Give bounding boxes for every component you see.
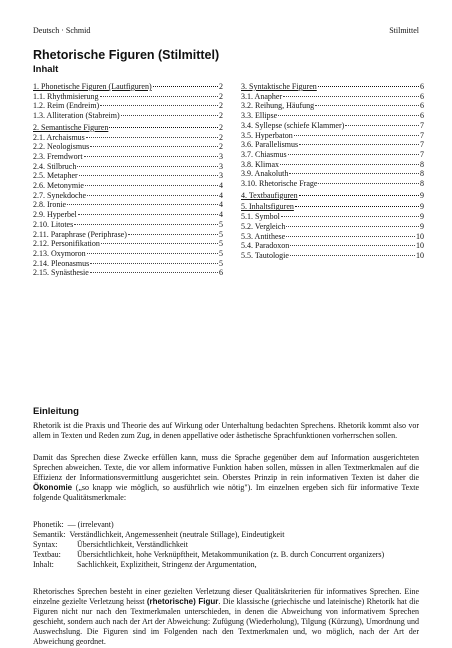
toc-entry[interactable] bbox=[33, 210, 223, 220]
toc-entry-title: 3.7. Chiasmus bbox=[241, 149, 287, 159]
toc-entry-title: 3.1. Anapher bbox=[241, 91, 283, 101]
toc-section-entry[interactable] bbox=[33, 123, 223, 133]
toc-dot-leader bbox=[318, 183, 419, 184]
toc-page-number: 7 bbox=[420, 120, 424, 130]
toc-entry[interactable] bbox=[241, 179, 424, 189]
toc-entry-title: 1.1. Rhythmisierung bbox=[33, 91, 99, 101]
toc-dot-leader bbox=[100, 105, 218, 106]
toc-entry-title: 1. Phonetische Figuren (Lautfiguren) bbox=[33, 82, 152, 91]
toc-entry-title: 2.3. Fremdwort bbox=[33, 151, 83, 161]
p3-keyword: (rhetorische) Figur bbox=[146, 597, 219, 607]
toc-dot-leader bbox=[281, 216, 419, 217]
toc-right-column bbox=[241, 82, 424, 261]
toc-entry-title: 2.6. Metonymie bbox=[33, 181, 84, 191]
toc-entry-title: 3.5. Hyperbaton bbox=[241, 130, 293, 140]
toc-page-number: 7 bbox=[420, 140, 424, 150]
toc-page-number: 4 bbox=[219, 190, 223, 200]
toc-dot-leader bbox=[101, 243, 218, 244]
toc-entry[interactable] bbox=[33, 142, 223, 152]
toc-dot-leader bbox=[299, 144, 419, 145]
toc-dot-leader bbox=[278, 115, 419, 116]
toc-dot-leader bbox=[128, 234, 218, 235]
toc-dot-leader bbox=[100, 96, 218, 97]
toc-page-number: 6 bbox=[420, 111, 424, 121]
toc-entry[interactable] bbox=[241, 150, 424, 160]
toc-entry[interactable] bbox=[33, 200, 223, 210]
toc-dot-leader bbox=[87, 195, 218, 196]
toc-page-number: 6 bbox=[420, 101, 424, 111]
toc-page-number: 5 bbox=[219, 248, 223, 258]
toc-dot-leader bbox=[286, 226, 419, 227]
toc-page-number: 2 bbox=[219, 132, 223, 142]
toc-entry-title: 3. Syntaktische Figuren bbox=[241, 82, 317, 91]
toc-dot-leader bbox=[294, 135, 419, 136]
toc-dot-leader bbox=[86, 137, 218, 138]
p3-text-after: . Die klassische (griechische und lateinische) Rhetorik hat die Figuren nicht nur nach den Textmerkmalen unterschieden, in denen die Abweichung von informativem Sprechen geschieht, sondern auch nach der Art der Abweichung: Zufügung (Wiederholung), Tilgung (Kürzung), Umordnung und Auswechslung. Die Figuren sind im Folgenden nach den Textmerkmalen und, wo möglich, nach der Art der Abweichung geordnet. bbox=[33, 597, 419, 647]
toc-dot-leader bbox=[79, 175, 218, 176]
toc-page-number: 4 bbox=[219, 181, 223, 191]
toc-entry-title: 3.10. Rhetorische Frage bbox=[241, 179, 318, 189]
intro-paragraph-3 bbox=[33, 587, 419, 648]
criteria-row bbox=[33, 550, 419, 560]
toc-dot-leader bbox=[290, 245, 415, 246]
intro-paragraph-1: Rhetorik ist die Praxis und Theorie des auf Wirkung oder Unterhaltung bedachten Sprechens. Rhetorik kommt also vor allem in Texten und Reden zum Zug, in denen appellative oder ästhetische Sprachfunktionen vorherrschen sollen. bbox=[33, 421, 419, 441]
toc-page-number: 2 bbox=[219, 111, 223, 121]
toc-dot-leader bbox=[78, 214, 218, 215]
toc-entry-title: 2.5. Metapher bbox=[33, 171, 78, 181]
toc-entry-title: 2.9. Hyperbel bbox=[33, 210, 77, 220]
toc-entry[interactable] bbox=[241, 121, 424, 131]
toc-page-number: 10 bbox=[416, 250, 424, 260]
toc-page-number: 7 bbox=[420, 130, 424, 140]
toc-entry[interactable] bbox=[33, 101, 223, 111]
toc-entry[interactable] bbox=[241, 101, 424, 111]
toc-page-number: 2 bbox=[219, 82, 223, 91]
toc-section-entry[interactable] bbox=[241, 82, 424, 92]
toc-page-number: 5 bbox=[219, 229, 223, 239]
toc-entry-title: 2.15. Synästhesie bbox=[33, 268, 89, 278]
toc-entry[interactable] bbox=[241, 111, 424, 121]
toc-entry[interactable] bbox=[241, 241, 424, 251]
toc-entry[interactable] bbox=[33, 268, 223, 278]
toc-dot-leader bbox=[318, 86, 419, 87]
toc-dot-leader bbox=[90, 263, 218, 264]
header-left: Deutsch · Schmid bbox=[33, 26, 91, 35]
toc-dot-leader bbox=[295, 206, 419, 207]
toc-entry[interactable] bbox=[33, 111, 223, 121]
toc-dot-leader bbox=[288, 154, 419, 155]
criteria-label: Phonetik: bbox=[33, 520, 64, 529]
toc-dot-leader bbox=[109, 127, 218, 128]
toc-page-number: 6 bbox=[420, 82, 424, 91]
p2-keyword: Ökonomie bbox=[33, 483, 73, 493]
toc-entry[interactable] bbox=[33, 249, 223, 259]
toc-dot-leader bbox=[87, 253, 218, 254]
toc-entry[interactable] bbox=[33, 133, 223, 143]
toc-page-number: 5 bbox=[219, 258, 223, 268]
toc-entry[interactable] bbox=[33, 162, 223, 172]
toc-page-number: 8 bbox=[420, 179, 424, 189]
toc-dot-leader bbox=[67, 204, 218, 205]
toc-dot-leader bbox=[85, 185, 218, 186]
toc-entry-title: 2.8. Ironie bbox=[33, 200, 67, 210]
toc-entry[interactable] bbox=[33, 220, 223, 230]
criteria-row bbox=[33, 540, 419, 550]
toc-entry-title: 3.4. Syllepse (schiefe Klammer) bbox=[241, 120, 345, 130]
toc-page-number: 6 bbox=[219, 268, 223, 278]
toc-entry[interactable] bbox=[33, 152, 223, 162]
toc-entry-title: 2.2. Neologismus bbox=[33, 142, 90, 152]
toc-entry[interactable] bbox=[33, 191, 223, 201]
toc-page-number: 3 bbox=[219, 161, 223, 171]
toc-entry[interactable] bbox=[241, 169, 424, 179]
header-right: Stilmittel bbox=[389, 26, 419, 35]
toc-page-number: 2 bbox=[219, 91, 223, 101]
toc-entry[interactable] bbox=[241, 92, 424, 102]
toc-dot-leader bbox=[90, 146, 218, 147]
toc-entry[interactable] bbox=[241, 232, 424, 242]
toc-page-number: 2 bbox=[219, 101, 223, 111]
toc-page-number: 3 bbox=[219, 151, 223, 161]
criteria-label: Syntax: bbox=[33, 540, 58, 550]
toc-entry-title: 5.1. Symbol bbox=[241, 212, 280, 222]
toc-page-number: 6 bbox=[420, 91, 424, 101]
toc-entry-title: 2.12. Personifikation bbox=[33, 239, 100, 249]
toc-entry-title: 1.3. Alliteration (Stabreim) bbox=[33, 111, 120, 121]
toc-page-number: 10 bbox=[416, 241, 424, 251]
toc-page-number: 5 bbox=[219, 239, 223, 249]
criteria-value: — (irrelevant) bbox=[67, 520, 114, 529]
criteria-value: Übersichtlichkeit, hohe Verknüpftheit, Metakommunikation (z. B. durch Concurrent organizers) bbox=[77, 550, 385, 560]
toc-entry[interactable] bbox=[33, 171, 223, 181]
toc-entry-title: 2.11. Paraphrase (Periphrase) bbox=[33, 229, 127, 239]
toc-page-number: 9 bbox=[420, 202, 424, 212]
intro-paragraph-2 bbox=[33, 453, 419, 503]
toc-page-number: 7 bbox=[420, 149, 424, 159]
toc-entry-title: 2.13. Oxymoron bbox=[33, 248, 86, 258]
toc-entry-title: 2.10. Litotes bbox=[33, 219, 74, 229]
toc-dot-leader bbox=[77, 166, 218, 167]
toc-heading: Inhalt bbox=[33, 64, 59, 75]
toc-page-number: 4 bbox=[219, 200, 223, 210]
toc-dot-leader bbox=[290, 255, 415, 256]
toc-section-entry[interactable] bbox=[33, 82, 223, 92]
toc-dot-leader bbox=[121, 115, 218, 116]
toc-dot-leader bbox=[84, 156, 218, 157]
toc-page-number: 8 bbox=[420, 159, 424, 169]
toc-entry-title: 3.3. Ellipse bbox=[241, 111, 278, 121]
toc-dot-leader bbox=[315, 105, 419, 106]
criteria-label: Semantik: bbox=[33, 530, 66, 540]
toc-page-number: 5 bbox=[219, 219, 223, 229]
toc-entry-title: 5. Inhaltsfiguren bbox=[241, 202, 294, 212]
toc-entry[interactable] bbox=[33, 230, 223, 240]
section-heading-einleitung: Einleitung bbox=[33, 406, 79, 417]
p3-text-before: Rhetorisches Sprechen besteht in einer gezielten Verletzung dieser Qualitätskriterien für informatives Sprechen. Eine einzelne gezielte Verletzung heisst bbox=[33, 587, 419, 607]
toc-page-number: 9 bbox=[420, 212, 424, 222]
toc-dot-leader bbox=[90, 272, 218, 273]
toc-entry[interactable] bbox=[241, 212, 424, 222]
toc-dot-leader bbox=[345, 125, 419, 126]
toc-dot-leader bbox=[286, 236, 415, 237]
criteria-value: Verständlichkeit, Angemessenheit (neutrale Stillage), Eindeutigkeit bbox=[69, 530, 285, 540]
criteria-value: Sachlichkeit, Explizitheit, Stringenz der Argumentation, bbox=[77, 560, 257, 570]
toc-entry[interactable] bbox=[241, 222, 424, 232]
toc-page-number: 9 bbox=[420, 190, 424, 200]
toc-entry-title: 2.7. Synekdoche bbox=[33, 190, 87, 200]
toc-entry-title: 5.5. Tautologie bbox=[241, 250, 289, 260]
quality-criteria-list bbox=[33, 520, 419, 570]
p2-text-after: („so knapp wie möglich, so ausführlich wie nötig"). Im einzelnen ergeben sich für informative Texte folgende Qualitätsmerkmale: bbox=[33, 483, 419, 503]
criteria-label: Inhalt: bbox=[33, 560, 54, 570]
criteria-label: Textbau: bbox=[33, 550, 61, 560]
toc-entry-title: 2. Semantische Figuren bbox=[33, 122, 109, 132]
toc-entry[interactable] bbox=[241, 160, 424, 170]
toc-dot-leader bbox=[280, 164, 419, 165]
toc-left-column bbox=[33, 82, 223, 278]
toc-entry-title: 3.2. Reihung, Häufung bbox=[241, 101, 315, 111]
toc-entry-title: 1.2. Reim (Endreim) bbox=[33, 101, 100, 111]
toc-dot-leader bbox=[289, 173, 419, 174]
toc-page-number: 2 bbox=[219, 142, 223, 152]
toc-entry-title: 3.9. Anakoluth bbox=[241, 169, 289, 179]
toc-entry[interactable] bbox=[241, 140, 424, 150]
toc-section-entry[interactable] bbox=[241, 191, 424, 201]
toc-dot-leader bbox=[299, 195, 419, 196]
toc-page-number: 8 bbox=[420, 169, 424, 179]
toc-entry-title: 2.4. Stilbruch bbox=[33, 161, 77, 171]
toc-entry[interactable] bbox=[33, 92, 223, 102]
criteria-value: Übersichtlichkeit, Verständlichkeit bbox=[77, 540, 188, 550]
toc-page-number: 4 bbox=[219, 210, 223, 220]
criteria-row bbox=[33, 520, 419, 530]
toc-entry-title: 2.14. Pleonasmus bbox=[33, 258, 90, 268]
toc-entry-title: 3.8. Klimax bbox=[241, 159, 279, 169]
toc-entry-title: 5.3. Antithese bbox=[241, 231, 286, 241]
toc-dot-leader bbox=[283, 96, 419, 97]
toc-page-number: 2 bbox=[219, 122, 223, 132]
toc-dot-leader bbox=[74, 224, 218, 225]
toc-dot-leader bbox=[153, 86, 218, 87]
toc-page-number: 3 bbox=[219, 171, 223, 181]
toc-entry-title: 3.6. Parallelismus bbox=[241, 140, 299, 150]
toc-page-number: 10 bbox=[416, 231, 424, 241]
p2-text-before: Damit das Sprechen diese Zwecke erfüllen kann, muss die Sprache gegenüber dem auf Information ausgerichteten Sprechen abweichen. Texte, die vor allem informative Funktion haben sollen, müssen in allen Textmerkmalen auf die Effizienz der Informationsvermittlung ausgerichtet sein. Oberstes Prinzip in rein informativen Texten ist daher die bbox=[33, 453, 419, 483]
toc-entry-title: 5.4. Paradoxon bbox=[241, 241, 290, 251]
toc-entry[interactable] bbox=[241, 131, 424, 141]
toc-entry-title: 4. Textbaufiguren bbox=[241, 190, 298, 200]
toc-section-entry[interactable] bbox=[241, 202, 424, 212]
toc-entry-title: 5.2. Vergleich bbox=[241, 221, 286, 231]
toc-entry[interactable] bbox=[33, 239, 223, 249]
toc-entry[interactable] bbox=[33, 259, 223, 269]
criteria-row bbox=[33, 530, 419, 540]
document-title: Rhetorische Figuren (Stilmittel) bbox=[33, 48, 220, 62]
toc-entry[interactable] bbox=[33, 181, 223, 191]
criteria-row bbox=[33, 560, 419, 570]
toc-entry[interactable] bbox=[241, 251, 424, 261]
toc-page-number: 9 bbox=[420, 221, 424, 231]
toc-entry-title: 2.1. Archaismus bbox=[33, 132, 85, 142]
